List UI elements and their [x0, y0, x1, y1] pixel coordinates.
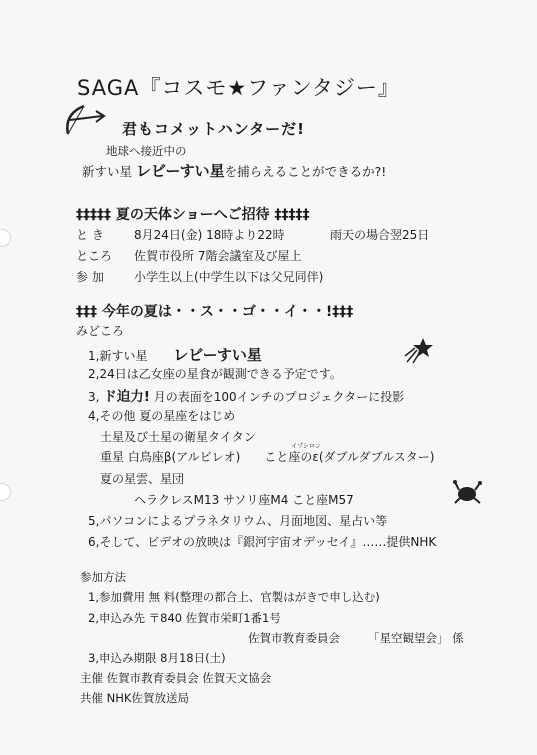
highlight-item-4c: 夏の星雲、星団: [100, 472, 185, 486]
highlight-item-3-emphasis: ド迫力!: [103, 389, 150, 405]
highlight-item-5: 5,パソコンによるプラネタリウム、月面地図、星占い等: [88, 514, 388, 528]
highlight-item-2: 2,24日は乙女座の星食が観測できる予定です。: [88, 367, 342, 381]
highlight-comet-name: レビーすい星: [173, 346, 262, 364]
highlight-item-4: 4,その他 夏の星座をはじめ: [88, 409, 236, 423]
method-address: 2,申込み先 〒840 佐賀市栄町1番1号: [88, 611, 281, 625]
epsilon-ruby: イプシロン: [291, 443, 321, 450]
join-label: 参 加: [76, 270, 104, 284]
method-fee: 1,参加費用 無 料(整理の都合上、官製はがきで申し込む): [88, 590, 380, 604]
highlight-item-6: 6,そして、ビデオの放映は『銀河宇宙オデッセイ』……提供NHK: [88, 535, 437, 549]
when-label: と き: [76, 228, 104, 242]
method-address-office: 佐賀市教育委員会: [248, 631, 340, 645]
punch-hole-bottom: [0, 483, 11, 501]
flyer-title: SAGA『コスモ★ファンタジー』: [77, 76, 400, 100]
when-value: 8月24日(金) 18時より22時: [134, 228, 285, 242]
section-heading-highlights: ‡‡‡ 今年の夏は・・ス・・ゴ・・イ・・!‡‡‡: [76, 304, 354, 320]
highlight-item-1: [88, 344, 262, 365]
cosponsor-line: 共催 NHK佐賀放送局: [80, 691, 189, 705]
intro-new-comet: 新すい星: [82, 164, 133, 179]
highlight-item-4a: 土星及び土星の衛星タイタン: [100, 430, 256, 444]
scorpio-icon: [453, 478, 483, 506]
double-double-star: (ダブルダブルスター): [318, 450, 435, 464]
highlights-label: みどころ: [76, 324, 125, 338]
rain-note: 雨天の場合翌25日: [330, 228, 430, 242]
double-star-cygnus: 重星 白鳥座β(アルビレオ): [100, 450, 241, 464]
punch-hole-top: [0, 229, 11, 247]
highlight-item-4d: ヘラクレスM13 サソリ座M4 こと座M57: [134, 493, 354, 507]
highlight-item-3: [88, 385, 404, 405]
method-deadline: 3,申込み期限 8月18日(土): [88, 651, 226, 665]
organizer-line: 主催 佐賀市教育委員会 佐賀天文協会: [80, 671, 272, 685]
comet-icon: [403, 336, 435, 364]
catchphrase: 君もコメットハンターだ!: [122, 120, 305, 138]
highlight-item-3-text: 月の表面を100インチのプロジェクターに投影: [153, 390, 405, 404]
sagittarius-icon: [60, 100, 108, 140]
intro-question: を捕らえることができるか?!: [224, 164, 387, 179]
highlight-item-3-num: 3,: [88, 390, 100, 404]
section-heading-show: ‡‡‡‡‡ 夏の天体ショーへご招待 ‡‡‡‡‡: [76, 207, 310, 223]
intro-line-1: 地球へ接近中の: [106, 144, 187, 158]
double-star-lyra-text: こと座のε: [264, 450, 319, 464]
method-address-desk: 「星空観望会」 係: [368, 631, 464, 645]
where-value: 佐賀市役所 7階会議室及び屋上: [134, 249, 302, 263]
join-value: 小学生以上(中学生以下は父兄同伴): [134, 270, 324, 284]
method-heading: 参加方法: [80, 570, 126, 584]
double-star-lyra: [264, 443, 321, 464]
where-label: ところ: [76, 249, 113, 263]
intro-comet-name: レビーすい星: [136, 162, 225, 180]
highlight-item-4b: [100, 443, 435, 465]
intro-line-2: [82, 160, 386, 181]
highlight-item-1-text: 1,新すい星: [88, 349, 148, 363]
